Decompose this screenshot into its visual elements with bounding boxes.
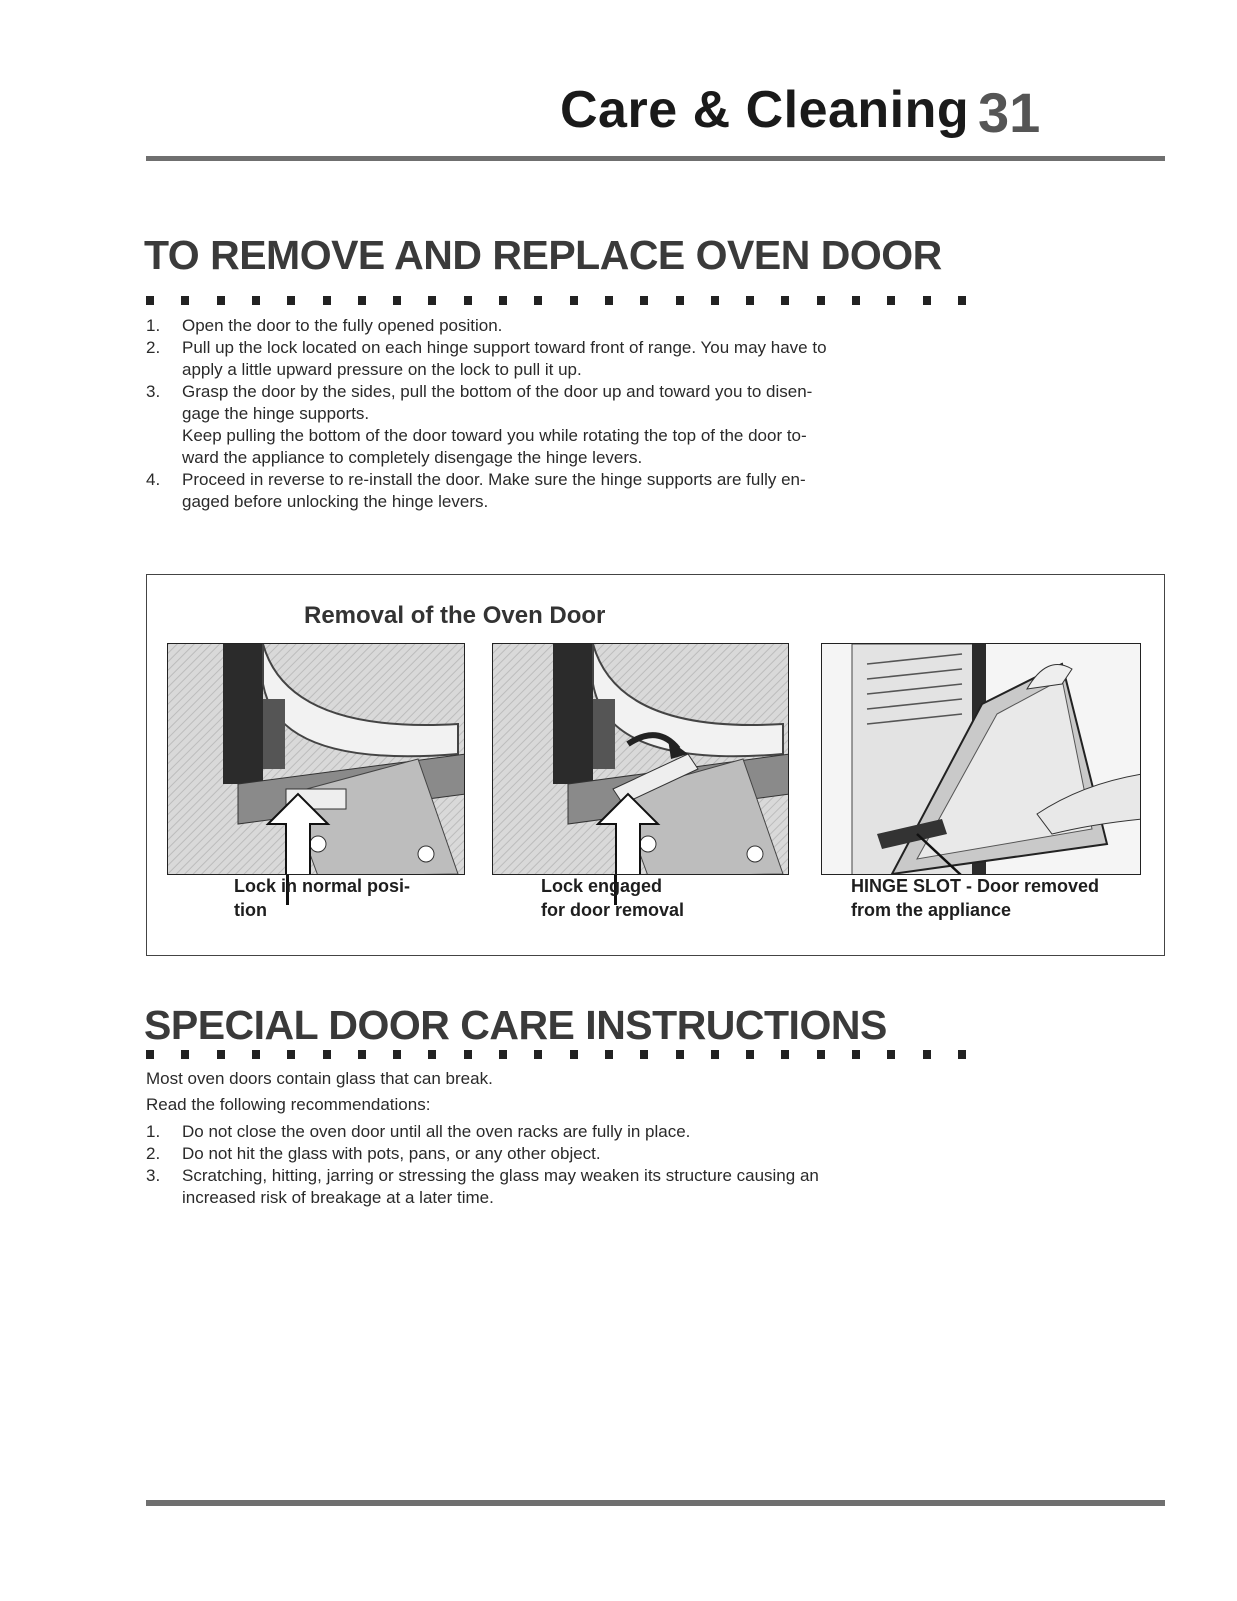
oven-door-lock-normal-illustration <box>167 643 465 875</box>
list-item <box>146 1121 966 1143</box>
divider-dot <box>640 296 648 305</box>
divider-dot <box>570 296 578 305</box>
divider-dot <box>781 296 789 305</box>
divider-dot <box>887 1050 895 1059</box>
divider-dot <box>923 1050 931 1059</box>
divider-dot <box>252 1050 260 1059</box>
divider-dot <box>711 1050 719 1059</box>
divider-dot <box>605 1050 613 1059</box>
section-title-door-care: SPECIAL DOOR CARE INSTRUCTIONS <box>144 1002 887 1048</box>
caption-line: Lock in normal posi- <box>234 876 411 896</box>
item-text: Do not close the oven door until all the oven racks are fully in place. <box>182 1122 691 1141</box>
step-text: Keep pulling the bottom of the door toward you while rotating the top of the door to- <box>182 426 807 445</box>
caption-line: Lock engaged <box>541 876 663 896</box>
divider-dot <box>287 296 295 305</box>
divider-dot <box>923 296 931 305</box>
step-text: Proceed in reverse to re-install the door. Make sure the hinge supports are fully en- <box>182 470 806 489</box>
header-rule <box>146 156 1165 161</box>
removal-steps-list <box>146 315 966 513</box>
divider-dot <box>605 296 613 305</box>
divider-dot <box>323 296 331 305</box>
figure-caption-hinge-slot <box>851 874 1099 922</box>
step-number: 3. <box>146 382 161 401</box>
intro-text: Read the following recommendations: <box>146 1095 431 1114</box>
divider-dot <box>252 296 260 305</box>
caption-line: tion <box>234 900 267 920</box>
item-text: Do not hit the glass with pots, pans, or any other object. <box>182 1144 601 1163</box>
divider-dot <box>428 1050 436 1059</box>
figure-caption-lock-normal <box>234 874 410 922</box>
step-text: Pull up the lock located on each hinge support toward front of range. You may have to <box>182 338 827 357</box>
list-item <box>146 469 966 513</box>
divider-dot <box>499 1050 507 1059</box>
divider-dot <box>358 1050 366 1059</box>
divider-dot <box>534 1050 542 1059</box>
divider-dot <box>711 296 719 305</box>
dotted-divider <box>146 296 976 305</box>
section-title-remove-door: TO REMOVE AND REPLACE OVEN DOOR <box>144 232 942 278</box>
step-text: Open the door to the fully opened position. <box>182 316 503 335</box>
list-item <box>146 381 966 469</box>
caption-line: for door removal <box>541 900 685 920</box>
intro-text: Most oven doors contain glass that can break. <box>146 1069 493 1088</box>
divider-dot <box>146 1050 154 1059</box>
step-number: 1. <box>146 316 161 335</box>
divider-dot <box>817 296 825 305</box>
divider-dot <box>181 296 189 305</box>
divider-dot <box>746 1050 754 1059</box>
step-number: 4. <box>146 470 161 489</box>
oven-door-lock-engaged-illustration <box>492 643 789 875</box>
page-header-title: Care & Cleaning <box>560 81 970 139</box>
figure-title: Removal of the Oven Door <box>304 602 606 629</box>
divider-dot <box>958 1050 966 1059</box>
divider-dot <box>852 1050 860 1059</box>
step-text: gaged before unlocking the hinge levers. <box>182 492 489 511</box>
footer-rule <box>146 1500 1165 1506</box>
divider-dot <box>393 296 401 305</box>
divider-dot <box>746 296 754 305</box>
divider-dot <box>676 1050 684 1059</box>
divider-dot <box>464 296 472 305</box>
divider-dot <box>146 296 154 305</box>
step-number: 2. <box>146 338 161 357</box>
divider-dot <box>181 1050 189 1059</box>
list-item <box>146 1143 966 1165</box>
divider-dot <box>887 296 895 305</box>
item-number: 1. <box>146 1122 161 1141</box>
care-instructions-list <box>146 1121 966 1209</box>
divider-dot <box>323 1050 331 1059</box>
dotted-divider <box>146 1050 976 1059</box>
step-text: apply a little upward pressure on the lock to pull it up. <box>182 360 582 379</box>
divider-dot <box>393 1050 401 1059</box>
divider-dot <box>852 296 860 305</box>
item-number: 3. <box>146 1166 161 1185</box>
divider-dot <box>428 296 436 305</box>
divider-dot <box>217 296 225 305</box>
step-text: gage the hinge supports. <box>182 404 370 423</box>
divider-dot <box>958 296 966 305</box>
step-text: ward the appliance to completely disengage the hinge levers. <box>182 448 643 467</box>
divider-dot <box>534 296 542 305</box>
list-item <box>146 337 966 381</box>
figure-caption-lock-engaged <box>541 874 684 922</box>
item-text: increased risk of breakage at a later time. <box>182 1188 494 1207</box>
divider-dot <box>817 1050 825 1059</box>
divider-dot <box>676 296 684 305</box>
step-text: Grasp the door by the sides, pull the bottom of the door up and toward you to disen- <box>182 382 813 401</box>
page-number: 31 <box>978 81 1041 144</box>
divider-dot <box>287 1050 295 1059</box>
divider-dot <box>781 1050 789 1059</box>
divider-dot <box>217 1050 225 1059</box>
divider-dot <box>570 1050 578 1059</box>
item-number: 2. <box>146 1144 161 1163</box>
list-item <box>146 315 966 337</box>
divider-dot <box>499 296 507 305</box>
caption-line: HINGE SLOT - Door removed <box>851 876 1100 896</box>
divider-dot <box>358 296 366 305</box>
caption-line: from the appliance <box>851 900 1012 920</box>
divider-dot <box>640 1050 648 1059</box>
oven-door-removed-illustration <box>821 643 1141 875</box>
list-item <box>146 1165 966 1209</box>
divider-dot <box>464 1050 472 1059</box>
item-text: Scratching, hitting, jarring or stressing the glass may weaken its structure causing an <box>182 1166 819 1185</box>
